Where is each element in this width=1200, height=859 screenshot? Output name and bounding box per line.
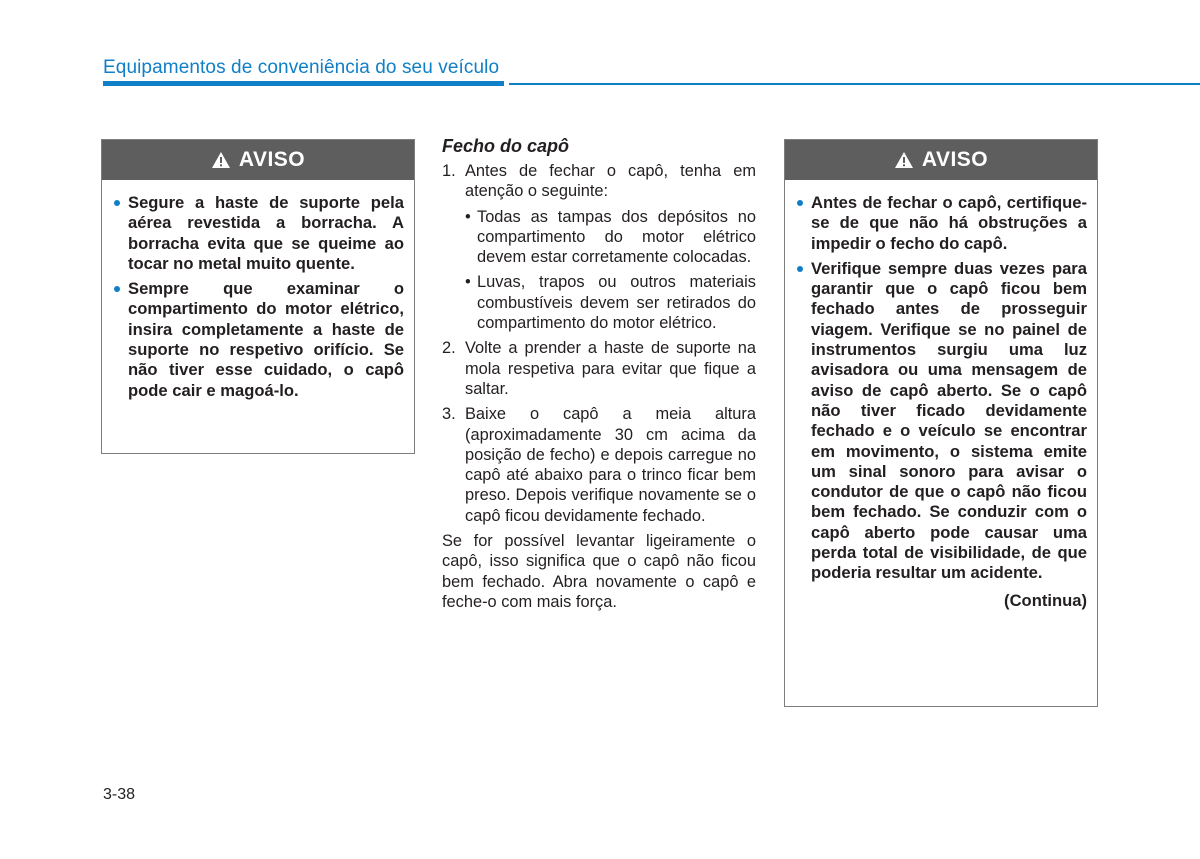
step-1-sublist [465,207,756,334]
step-3-text: Baixe o capô a meia altura (aproximadamente 30 cm acima da posição de fecho) e depois carregue no capô até abaixo para o trinco ficar bem preso. Depois verifique novamente se o capô ficou devidamente fechado. [465,405,756,525]
left-warning-title: AVISO [238,148,306,171]
step-1-subitem-2: • Luvas, trapos ou outros materiais combustíveis devem ser retirados do compartimento do motor elétrico. [465,272,756,333]
section-header-title: Equipamentos de conveniência do seu veículo [103,57,500,78]
left-warning-header [102,140,414,180]
right-warning-title: AVISO [921,148,989,171]
closing-paragraph: Se for possível levantar ligeiramente o capô, isso significa que o capô não ficou bem fechado. Abra novamente o capô e feche-o com mais força. [442,532,756,611]
step-1-subitem-1: • Todas as tampas dos depósitos no compartimento do motor elétrico devem estar corretamente colocadas. [465,207,756,268]
step-2-number: 2. [442,339,456,358]
step-1 [442,161,756,333]
header-rule-thin [509,83,1200,85]
warning-triangle-icon [211,151,231,169]
step-2 [442,338,756,399]
step-3-number: 3. [442,405,456,424]
right-warning-item-1: Antes de fechar o capô, certifique-se de que não há obstruções a impedir o fecho do capô. [795,193,1087,254]
page-number: 3-38 [103,786,136,803]
step-1-number: 1. [442,162,456,180]
header-rule-thick [103,81,504,86]
step-3 [442,404,756,526]
hood-closing-section [442,135,756,612]
step-2-text: Volte a prender a haste de suporte na mola respetiva para evitar que fique a saltar. [465,339,756,398]
section-title: Fecho do capô [442,136,570,156]
left-warning-item-2: Sempre que examinar o compartimento do motor elétrico, insira completamente a haste de suporte no respetivo orifício. Se não tiver esse cuidado, o capô pode cair e magoá-lo. [112,279,404,401]
continued-label: (Continua) [1004,590,1087,610]
right-warning-item-2: Verifique sempre duas vezes para garantir que o capô ficou bem fechado antes de prosseguir viagem. Verifique se no painel de instrumentos surgiu uma luz avisadora ou uma mensagem de aviso de capô aberto. Se o capô não tiver ficado devidamente fechado e o veículo se encontrar em movimento, o sistema emite um sinal sonoro para avisar o condutor de que o capô não ficou bem fechado. Se conduzir com o capô aberto pode causar uma perda total de visibilidade, de que poderia resultar um acidente. [795,259,1087,584]
step-1-text: Antes de fechar o capô, tenha em atenção o seguinte: [465,162,756,201]
warning-triangle-icon [894,151,914,169]
right-warning-box [784,139,1098,707]
right-warning-header [785,140,1097,180]
left-warning-item-1: Segure a haste de suporte pela aérea revestida a borracha. A borracha evita que se queime ao tocar no metal muito quente. [112,193,404,274]
left-warning-box [101,139,415,454]
